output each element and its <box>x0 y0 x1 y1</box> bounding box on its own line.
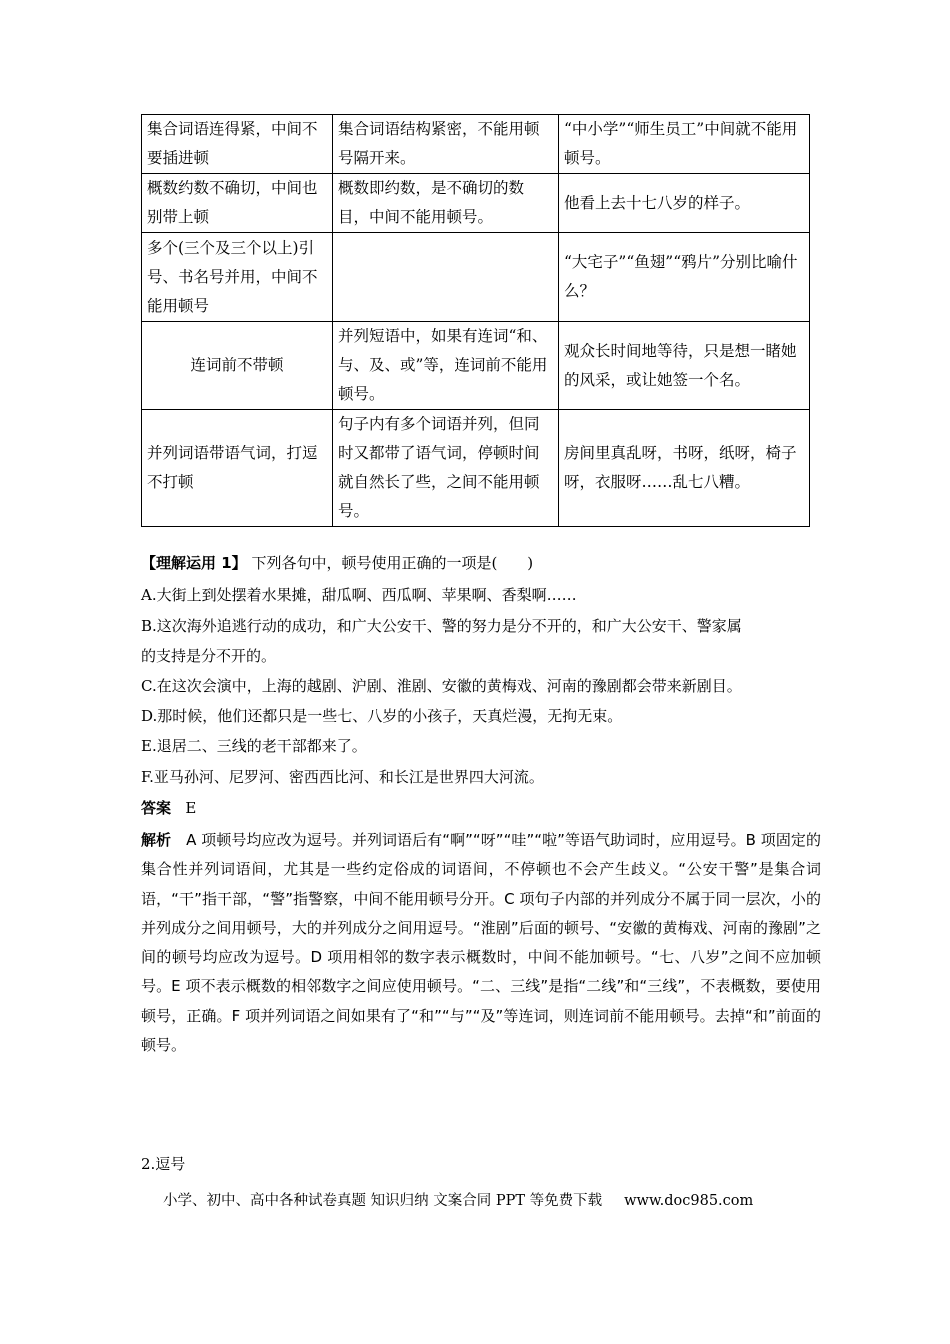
rule-cell: 概数约数不确切，中间也别带上顿 <box>142 174 333 233</box>
section-heading: 2.逗号 <box>141 1155 186 1173</box>
option-b-line-1: B.这次海外追逃行动的成功，和广大公安干、警的努力是分不开的，和广大公安干、警家属 <box>141 617 742 635</box>
rule-cell: 集合词语连得紧，中间不要插进顿 <box>142 115 333 174</box>
rule-cell: 并列词语带语气词，打逗不打顿 <box>142 410 333 527</box>
page-footer <box>163 1190 753 1212</box>
explanation-cell <box>333 233 559 322</box>
rule-cell: 多个(三个及三个以上)引号、书名号并用，中间不能用顿号 <box>142 233 333 322</box>
answer-value: E <box>185 799 197 817</box>
option-d: D.那时候，他们还都只是一些七、八岁的小孩子，天真烂漫，无拘无束。 <box>141 707 623 725</box>
analysis-paragraph <box>141 826 821 1060</box>
table-row <box>142 322 810 410</box>
option-c: C.在这次会演中，上海的越剧、沪剧、淮剧、安徽的黄梅戏、河南的豫剧都会带来新剧目。 <box>141 677 742 695</box>
explanation-cell: 并列短语中，如果有连词“和、与、及、或”等，连词前不能用顿号。 <box>333 322 559 410</box>
option-b-line-2: 的支持是分不开的。 <box>141 647 277 665</box>
analysis-label: 解析 <box>141 831 172 849</box>
example-cell: 他看上去十七八岁的样子。 <box>559 174 810 233</box>
question-label: 【理解运用 1】 <box>141 554 247 572</box>
footer-url: www.doc985.com <box>624 1193 754 1209</box>
question-stem <box>141 552 821 574</box>
explanation-cell: 概数即约数，是不确切的数目，中间不能用顿号。 <box>333 174 559 233</box>
option-e: E.退居二、三线的老干部都来了。 <box>141 737 367 755</box>
explanation-cell: 句子内有多个词语并列，但同时又都带了语气词，停顿时间就自然长了些，之间不能用顿号。 <box>333 410 559 527</box>
table-row <box>142 174 810 233</box>
footer-text: 小学、初中、高中各种试卷真题 知识归纳 文案合同 PPT 等免费下载 <box>163 1193 603 1209</box>
option-f: F.亚马孙河、尼罗河、密西西比河、和长江是世界四大河流。 <box>141 768 544 786</box>
answer-label: 答案 <box>141 799 172 817</box>
example-cell: “中小学”“师生员工”中间就不能用顿号。 <box>559 115 810 174</box>
table-row <box>142 233 810 322</box>
rule-cell: 连词前不带顿 <box>142 322 333 410</box>
table-row <box>142 410 810 527</box>
punctuation-rules-table <box>141 114 810 527</box>
explanation-cell: 集合词语结构紧密，不能用顿号隔开来。 <box>333 115 559 174</box>
example-cell: “大宅子”“鱼翅”“鸦片”分别比喻什么？ <box>559 233 810 322</box>
option-a: A.大街上到处摆着水果摊，甜瓜啊、西瓜啊、苹果啊、香梨啊…… <box>141 586 577 604</box>
example-cell: 观众长时间地等待，只是想一睹她的风采，或让她签一个名。 <box>559 322 810 410</box>
answer-line <box>141 797 821 819</box>
example-cell: 房间里真乱呀，书呀，纸呀，椅子呀，衣服呀……乱七八糟。 <box>559 410 810 527</box>
question-text: 下列各句中，顿号使用正确的一项是( ) <box>246 554 534 572</box>
analysis-text: A 项顿号均应改为逗号。并列词语后有“啊”“呀”“哇”“啦”等语气助词时，应用逗号。B 项固定的集合性并列词语间，尤其是一些约定俗成的词语间，不停顿也不会产生歧义。“公安干警”是集合词语，“干”指干部，“警”指警察，中间不能用顿号分开。C 项句子内部的并列成分不属于同一层次，小的并列成分之间用顿号，大的并列成分之间用逗号。“淮剧”后面的顿号、“安徽的黄梅戏、河南的豫剧”之间的顿号均应改为逗号。D 项用相邻的数字表示概数时，中间不能加顿号。“七、八岁”之间不应加顿号。E 项不表示概数的相邻数字之间应使用顿号。“二、三线”是指“二线”和“三线”，不表概数，要使用顿号，正确。F 项并列词语之间如果有了“和”“与”“及”等连词，则连词前不能用顿号。去掉“和”前面的顿号。 <box>141 831 821 1055</box>
table-row <box>142 115 810 174</box>
